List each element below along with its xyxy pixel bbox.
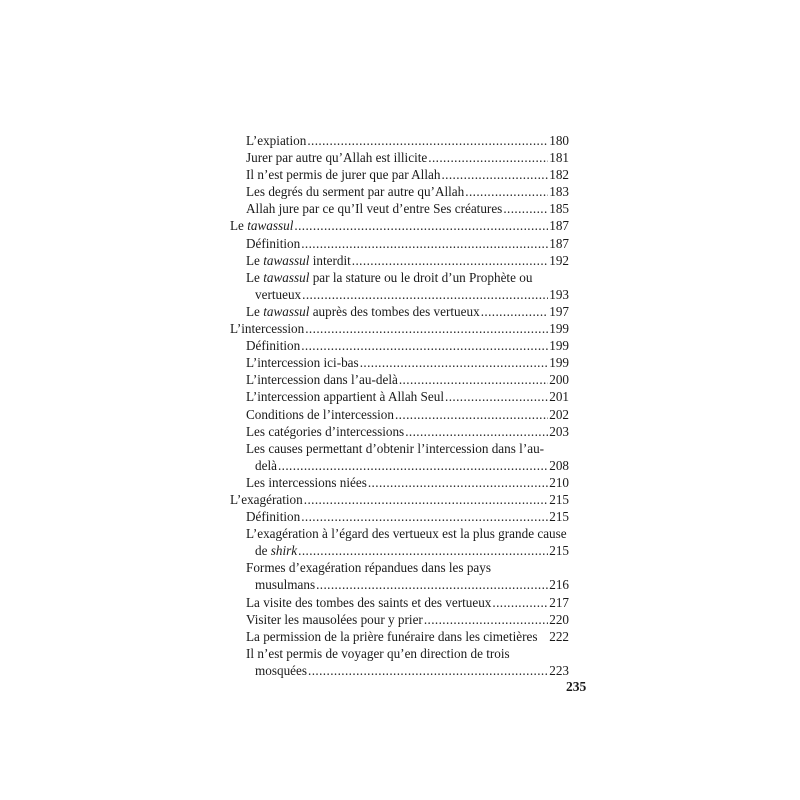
toc-entry-title [246, 474, 367, 491]
toc-entry-line [230, 491, 569, 508]
dot-leader [307, 132, 548, 149]
toc-page-number: 199 [549, 321, 569, 337]
toc-entry-line [246, 576, 569, 593]
toc-entry-title [246, 337, 300, 354]
dot-leader [278, 457, 548, 474]
title-text: auprès des tombes des vertueux [309, 303, 480, 319]
title-text: La permission de la prière funéraire dans les cimetières [246, 628, 538, 644]
toc-page-number: 208 [549, 457, 569, 473]
dot-leader [360, 354, 549, 371]
toc-entry-title [246, 559, 491, 576]
toc-entry-title [246, 149, 427, 166]
toc-entry [230, 217, 569, 234]
toc-entry [230, 132, 569, 149]
toc-entry-line [246, 200, 569, 217]
dot-leader [368, 474, 548, 491]
toc-page-number: 183 [549, 184, 569, 200]
title-text: vertueux [255, 286, 302, 302]
title-text: Il n’est permis de jurer que par Allah [246, 167, 441, 183]
toc-entry [230, 235, 569, 252]
toc-entry-line [246, 662, 569, 679]
title-text: Les catégories d’intercessions [246, 423, 405, 439]
toc-entry-title [246, 576, 315, 593]
toc-entry-title [230, 491, 303, 508]
dot-leader [399, 371, 548, 388]
toc-entry-line [230, 320, 569, 337]
toc-entry [230, 440, 569, 474]
toc-entry-line [246, 388, 569, 405]
title-text: Conditions de l’intercession [246, 406, 394, 422]
toc-entry [230, 320, 569, 337]
title-text: de [255, 543, 271, 559]
toc-entry-title [246, 542, 297, 559]
title-text: Le [246, 303, 264, 319]
toc-entry-title [246, 662, 307, 679]
toc-entry-line [246, 440, 569, 457]
toc-page-number: 192 [549, 252, 569, 268]
title-text: Formes d’exagération répandues dans les pays [246, 560, 491, 576]
toc-entry-line [246, 542, 569, 559]
toc-entry [230, 406, 569, 423]
toc-entry-line [246, 645, 569, 662]
toc-page-number: 210 [549, 474, 569, 490]
toc-page-number: 200 [549, 372, 569, 388]
toc-entry-line [246, 166, 569, 183]
dot-leader [294, 217, 548, 234]
italic-term: tawassul [263, 252, 310, 268]
title-text: mosquées [255, 662, 308, 678]
toc-page-number: 181 [549, 150, 569, 166]
title-text: Les degrés du serment par autre qu’Allah [246, 184, 465, 200]
toc-page-number: 187 [549, 235, 569, 251]
dot-leader [424, 611, 548, 628]
toc-page-number: 199 [549, 338, 569, 354]
toc-entry-title [246, 371, 398, 388]
italic-term: tawassul [247, 218, 294, 234]
dot-leader [352, 252, 548, 269]
title-text: L’exagération à l’égard des vertueux est la plus grande cause [246, 526, 567, 542]
toc-entry-line [246, 474, 569, 491]
dot-leader [308, 662, 548, 679]
title-text: Visiter les mausolées pour y prier [246, 611, 423, 627]
title-text: L’intercession appartient à Allah Seul [246, 389, 445, 405]
toc-entry [230, 611, 569, 628]
toc-entry-title [246, 269, 532, 286]
page-number: 235 [566, 679, 587, 694]
toc-entry [230, 183, 569, 200]
toc-entry [230, 269, 569, 303]
dot-leader [298, 542, 548, 559]
toc-entry-title [246, 508, 300, 525]
title-text: Jurer par autre qu’Allah est illicite [246, 150, 428, 166]
toc-page-number: 202 [549, 406, 569, 422]
toc-entry [230, 645, 569, 679]
title-text: Définition [246, 338, 301, 354]
toc-entry-title [246, 235, 300, 252]
title-text: Le [230, 218, 248, 234]
title-text: Le [246, 252, 264, 268]
toc-page-number: 217 [549, 594, 569, 610]
toc-entry [230, 594, 569, 611]
toc-entry [230, 337, 569, 354]
dot-leader [316, 576, 548, 593]
toc-entry-line [246, 149, 569, 166]
title-text: Le [246, 269, 264, 285]
title-text: L’expiation [246, 133, 307, 148]
title-text: L’intercession [230, 321, 305, 337]
title-text: Il n’est permis de voyager qu’en direction de trois [246, 645, 510, 661]
toc-entry-title [246, 303, 480, 320]
title-text: delà [255, 457, 277, 473]
toc-entry-title [246, 611, 423, 628]
toc-entry-title [246, 525, 567, 542]
toc-entry [230, 474, 569, 491]
toc-entry-title [246, 628, 537, 645]
italic-term: tawassul [263, 269, 310, 285]
dot-leader [304, 491, 548, 508]
toc-entry-line [246, 508, 569, 525]
toc-entry-title [246, 457, 277, 474]
toc-entry [230, 491, 569, 508]
toc-entry-line [246, 371, 569, 388]
toc-entry [230, 508, 569, 525]
toc-page-number: 223 [549, 662, 569, 678]
toc-entry-line [246, 628, 569, 645]
toc-page-number: 193 [549, 286, 569, 302]
toc-entry-title [246, 200, 502, 217]
title-text: Définition [246, 509, 301, 525]
title-text: musulmans [255, 577, 316, 593]
toc-entry-title [246, 423, 404, 440]
toc-entry [230, 628, 569, 645]
toc-entry [230, 388, 569, 405]
toc-page-number: 215 [549, 543, 569, 559]
toc-page-number: 197 [549, 303, 569, 319]
dot-leader [301, 337, 548, 354]
toc-entry-line [246, 594, 569, 611]
toc-entry-line [246, 132, 569, 149]
toc-entry-line [246, 611, 569, 628]
toc-page-number: 222 [549, 628, 569, 644]
toc-entry-line [246, 303, 569, 320]
dot-leader [301, 235, 548, 252]
toc-entry-title [230, 217, 293, 234]
toc-entry-title [246, 252, 351, 269]
toc-page-number: 216 [549, 577, 569, 593]
title-text: interdit [309, 252, 351, 268]
toc-entry-line [246, 559, 569, 576]
dot-leader [445, 388, 548, 405]
title-text: L’intercession dans l’au-delà [246, 372, 398, 388]
toc-entry [230, 371, 569, 388]
dot-leader [305, 320, 548, 337]
toc-entry [230, 149, 569, 166]
toc-entry-title [246, 388, 444, 405]
toc-entry-line [246, 337, 569, 354]
table-of-contents [230, 132, 569, 679]
toc-entry [230, 423, 569, 440]
toc-entry-title [246, 354, 359, 371]
toc-entry [230, 303, 569, 320]
dot-leader [405, 423, 548, 440]
toc-page-number: 203 [549, 423, 569, 439]
dot-leader [503, 200, 548, 217]
toc-entry [230, 559, 569, 593]
dot-leader [465, 183, 548, 200]
toc-page-number: 187 [549, 218, 569, 234]
toc-entry-title [246, 440, 544, 457]
toc-entry-line [246, 423, 569, 440]
toc-entry-line [246, 183, 569, 200]
dot-leader [481, 303, 549, 320]
dot-leader [301, 508, 548, 525]
dot-leader [441, 166, 548, 183]
toc-entry-title [246, 132, 306, 149]
toc-entry-title [246, 645, 510, 662]
toc-page-number: 201 [549, 389, 569, 405]
toc-page-number: 180 [549, 133, 569, 148]
toc-entry [230, 354, 569, 371]
title-text: La visite des tombes des saints et des vertueux [246, 594, 492, 610]
toc-entry-title [246, 286, 301, 303]
title-text: par la stature ou le droit d’un Prophète ou [309, 269, 533, 285]
toc-entry [230, 200, 569, 217]
toc-entry-line [230, 217, 569, 234]
toc-page-number: 220 [549, 611, 569, 627]
title-text: Les intercessions niées [246, 474, 367, 490]
toc-entry [230, 525, 569, 559]
toc-entry-title [230, 320, 304, 337]
toc-entry-line [246, 406, 569, 423]
toc-entry-title [246, 166, 440, 183]
dot-leader [302, 286, 548, 303]
toc-entry-title [246, 406, 394, 423]
toc-page-number: 215 [549, 491, 569, 507]
toc-entry-line [246, 525, 569, 542]
toc-entry [230, 166, 569, 183]
dot-leader [492, 594, 548, 611]
title-text: L’exagération [230, 491, 303, 507]
toc-entry-title [246, 183, 464, 200]
toc-page-number: 185 [549, 201, 569, 217]
toc-entry-line [246, 269, 569, 286]
toc-entry-line [246, 235, 569, 252]
toc-page-number: 199 [549, 355, 569, 371]
toc-entry-line [246, 286, 569, 303]
title-text: Les causes permettant d’obtenir l’intercession dans l’au- [246, 440, 545, 456]
toc-entry-line [246, 354, 569, 371]
italic-term: shirk [270, 543, 298, 559]
italic-term: tawassul [263, 303, 310, 319]
dot-leader [395, 406, 548, 423]
toc-page-number: 182 [549, 167, 569, 183]
toc-entry-line [246, 252, 569, 269]
dot-leader [428, 149, 548, 166]
title-text: Définition [246, 235, 301, 251]
toc-entry-line [246, 457, 569, 474]
toc-entry-title [246, 594, 491, 611]
title-text: Allah jure par ce qu’Il veut d’entre Ses créatures [246, 201, 503, 217]
toc-page-number: 215 [549, 509, 569, 525]
toc-entry [230, 252, 569, 269]
title-text: L’intercession ici-bas [246, 355, 359, 371]
